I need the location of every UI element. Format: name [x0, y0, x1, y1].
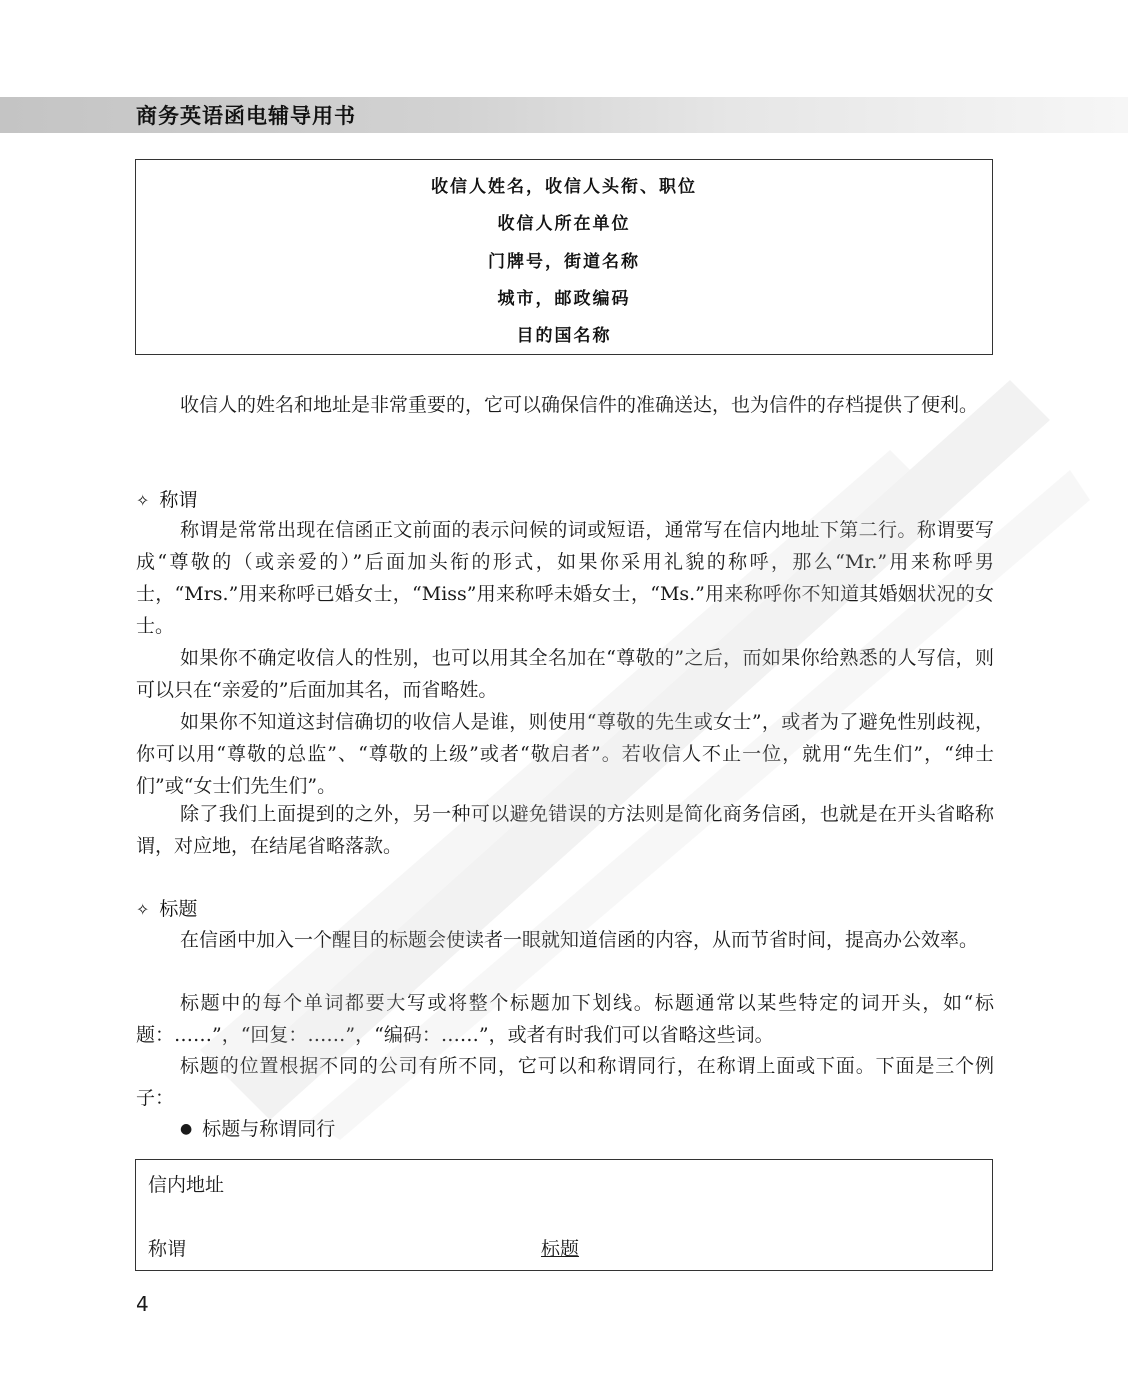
- bullet-item: [180, 1114, 335, 1141]
- section-heading-subject: [136, 894, 197, 921]
- section-heading-text: 称谓: [159, 489, 198, 511]
- diamond-bullet-icon: ✧: [136, 900, 150, 919]
- address-format-box: [135, 159, 993, 355]
- diamond-bullet-icon: ✧: [136, 491, 150, 510]
- subject-paragraph-1: 在信函中加入一个醒目的标题会使读者一眼就知道信函的内容，从而节省时间，提高办公效率。: [180, 929, 979, 951]
- example-layout-box: [135, 1159, 993, 1271]
- section-heading-text: 标题: [159, 898, 198, 920]
- salutation-paragraph-4: 除了我们上面提到的之外，另一种可以避免错误的方法则是简化商务信函，也就是在开头省略称谓，对应地，在结尾省略落款。: [136, 803, 994, 857]
- subject-paragraph-2: 标题中的每个单词都要大写或将整个标题加下划线。标题通常以某些特定的词开头，如“标题：……”，“回复：……”，“编码：……”，或者有时我们可以省略这些词。: [136, 992, 994, 1046]
- running-header-title: 商务英语函电辅导用书: [136, 104, 356, 128]
- salutation-paragraph-3: 如果你不知道这封信确切的收信人是谁，则使用“尊敬的先生或女士”，或者为了避免性别歧视，你可以用“尊敬的总监”、“尊敬的上级”或者“敬启者”。若收信人不止一位，就用“先生们”，“绅士们”或“女士们先生们”。: [136, 711, 994, 797]
- address-line-street: 门牌号，街道名称: [488, 252, 640, 272]
- bullet-dot-icon: ●: [180, 1121, 193, 1137]
- subject-paragraph-3: 标题的位置根据不同的公司有所不同，它可以和称谓同行，在称谓上面或下面。下面是三个例子：: [136, 1055, 994, 1109]
- bullet-text: 标题与称谓同行: [202, 1118, 336, 1140]
- salutation-paragraph-1: 称谓是常常出现在信函正文前面的表示问候的词或短语，通常写在信内地址下第二行。称谓要写成“尊敬的（或亲爱的）”后面加头衔的形式，如果你采用礼貌的称呼，那么“Mr.”用来称呼男士，“Mrs.”用来称呼已婚女士，“Miss”用来称呼未婚女士，“Ms.”用来称呼你不知道其婚姻状况的女士。: [136, 519, 994, 637]
- salutation-paragraph-2: 如果你不确定收信人的性别，也可以用其全名加在“尊敬的”之后，而如果你给熟悉的人写信，则可以只在“亲爱的”后面加其名，而省略姓。: [136, 647, 994, 701]
- address-line-city: 城市，邮政编码: [497, 289, 631, 309]
- example-subject-underlined: 标题: [541, 1238, 580, 1260]
- example-salutation: 称谓: [148, 1238, 187, 1260]
- example-inside-address: 信内地址: [148, 1174, 225, 1196]
- intro-paragraph: 收信人的姓名和地址是非常重要的，它可以确保信件的准确送达，也为信件的存档提供了便利。: [180, 394, 979, 416]
- section-heading-salutation: [136, 485, 197, 512]
- address-line-country: 目的国名称: [516, 326, 612, 346]
- page-number: 4: [136, 1292, 149, 1316]
- address-line-recipient: 收信人姓名，收信人头衔、职位: [431, 177, 697, 197]
- address-line-company: 收信人所在单位: [497, 214, 631, 234]
